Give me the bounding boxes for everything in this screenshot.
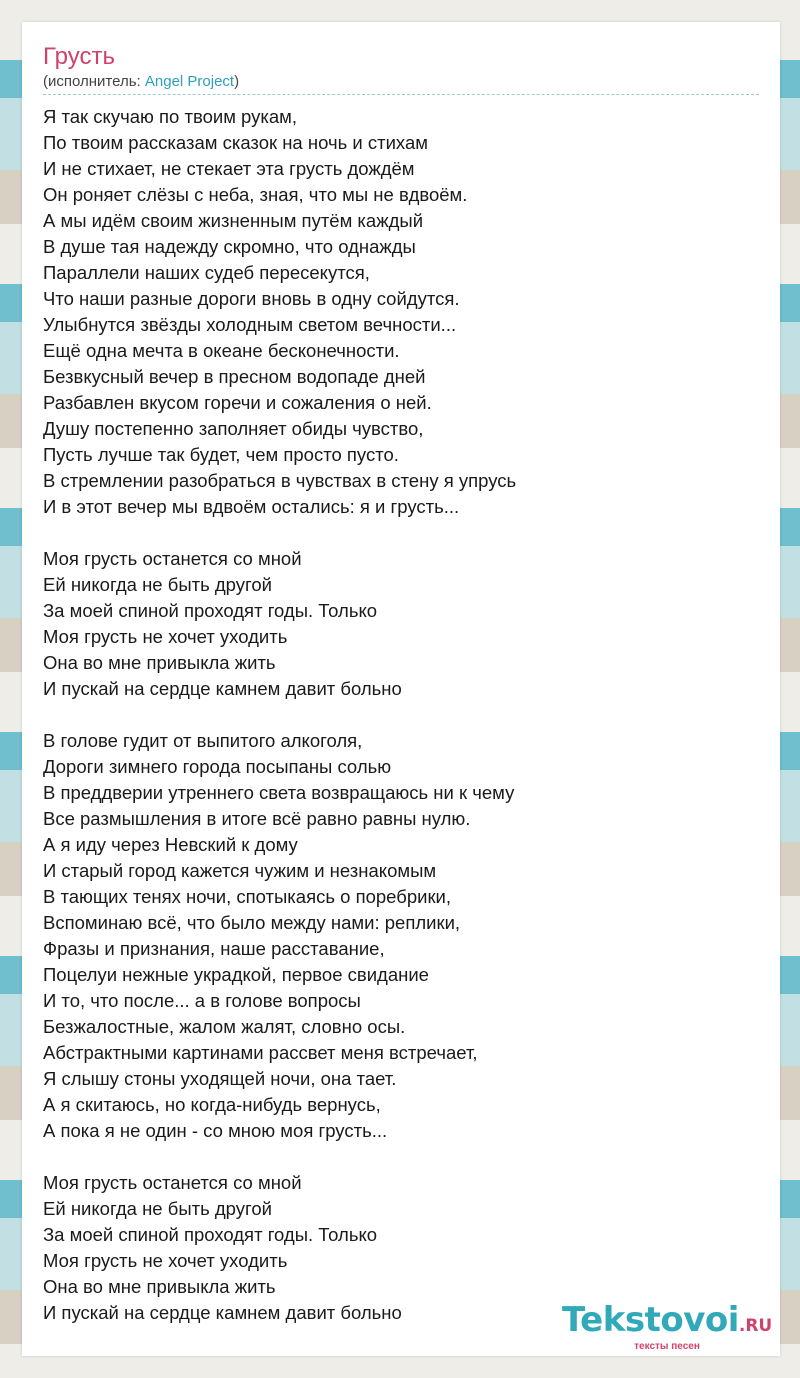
lyric-line: И не стихает, не стекает эта грусть дождём bbox=[43, 158, 415, 179]
lyric-line: Она во мне привыкла жить bbox=[43, 652, 276, 673]
lyric-line: Фразы и признания, наше расставание, bbox=[43, 938, 385, 959]
lyric-line: Что наши разные дороги вновь в одну сойдутся. bbox=[43, 288, 460, 309]
lyric-line: Поцелуи нежные украдкой, первое свидание bbox=[43, 964, 429, 985]
logo-tagline: тексты песен bbox=[634, 1341, 700, 1352]
lyric-line: В стремлении разобраться в чувствах в стену я упрусь bbox=[43, 470, 517, 491]
lyric-line: Безвкусный вечер в пресном водопаде дней bbox=[43, 366, 426, 387]
lyric-line: А я иду через Невский к дому bbox=[43, 834, 298, 855]
lyric-line: А я скитаюсь, но когда-нибудь вернусь, bbox=[43, 1094, 381, 1115]
lyric-line: Дороги зимнего города посыпаны солью bbox=[43, 756, 392, 777]
lyric-line: Разбавлен вкусом горечи и сожаления о ней. bbox=[43, 392, 432, 413]
lyric-line: Пусть лучше так будет, чем просто пусто. bbox=[43, 444, 399, 465]
lyrics-text bbox=[43, 104, 759, 1326]
lyric-line: Ей никогда не быть другой bbox=[43, 1198, 272, 1219]
lyric-line: И пускай на сердце камнем давит больно bbox=[43, 1302, 402, 1323]
lyric-line: Вспоминаю всё, что было между нами: реплики, bbox=[43, 912, 461, 933]
lyrics-card bbox=[22, 22, 780, 1356]
lyric-line: Я так скучаю по твоим рукам, bbox=[43, 106, 298, 127]
logo-name: Tekstovoi bbox=[562, 1300, 739, 1340]
logo-wordmark bbox=[562, 1301, 772, 1345]
lyric-line: Ещё одна мечта в океане бесконечности. bbox=[43, 340, 400, 361]
lyric-line: За моей спиной проходят годы. Только bbox=[43, 600, 378, 621]
lyric-line: Все размышления в итоге всё равно равны нулю. bbox=[43, 808, 471, 829]
stanza bbox=[43, 104, 759, 520]
lyric-line: В преддверии утреннего света возвращаюсь ни к чему bbox=[43, 782, 515, 803]
lyric-line: Моя грусть останется со мной bbox=[43, 1172, 302, 1193]
lyric-line: Я слышу стоны уходящей ночи, она тает. bbox=[43, 1068, 397, 1089]
lyric-line: Абстрактными картинами рассвет меня встречает, bbox=[43, 1042, 478, 1063]
artist-link[interactable]: Angel Project bbox=[144, 73, 235, 90]
lyric-line: И пускай на сердце камнем давит больно bbox=[43, 678, 402, 699]
lyric-line: И в этот вечер мы вдвоём остались: я и грусть... bbox=[43, 496, 460, 517]
stanza bbox=[43, 546, 759, 702]
lyric-line: В душе тая надежду скромно, что однажды bbox=[43, 236, 416, 257]
lyric-line: Моя грусть останется со мной bbox=[43, 548, 302, 569]
lyric-line: И то, что после... а в голове вопросы bbox=[43, 990, 361, 1011]
lyric-line: Он роняет слёзы с неба, зная, что мы не вдвоём. bbox=[43, 184, 468, 205]
lyric-line: А пока я не один - со мною моя грусть... bbox=[43, 1120, 388, 1141]
lyric-line: В голове гудит от выпитого алкоголя, bbox=[43, 730, 363, 751]
lyric-line: Душу постепенно заполняет обиды чувство, bbox=[43, 418, 424, 439]
artist-prefix: (исполнитель: bbox=[43, 73, 145, 90]
song-title: Грусть bbox=[43, 43, 115, 70]
lyric-line: Ей никогда не быть другой bbox=[43, 574, 272, 595]
lyric-line: По твоим рассказам сказок на ночь и стихам bbox=[43, 132, 428, 153]
lyric-line: За моей спиной проходят годы. Только bbox=[43, 1224, 378, 1245]
stanza bbox=[43, 728, 759, 1144]
site-logo[interactable] bbox=[562, 1301, 772, 1352]
lyric-line: Она во мне привыкла жить bbox=[43, 1276, 276, 1297]
artist-suffix: ) bbox=[234, 73, 240, 90]
lyric-line: Безжалостные, жалом жалят, словно осы. bbox=[43, 1016, 406, 1037]
artist-line bbox=[43, 73, 759, 95]
logo-tld: .RU bbox=[738, 1316, 773, 1336]
lyric-line: Моя грусть не хочет уходить bbox=[43, 1250, 288, 1271]
lyric-line: Параллели наших судеб пересекутся, bbox=[43, 262, 370, 283]
lyric-line: Улыбнутся звёзды холодным светом вечности... bbox=[43, 314, 457, 335]
lyric-line: Моя грусть не хочет уходить bbox=[43, 626, 288, 647]
lyric-line: А мы идём своим жизненным путём каждый bbox=[43, 210, 424, 231]
lyric-line: И старый город кажется чужим и незнакомым bbox=[43, 860, 437, 881]
lyric-line: В тающих тенях ночи, спотыкаясь о поребрики, bbox=[43, 886, 452, 907]
